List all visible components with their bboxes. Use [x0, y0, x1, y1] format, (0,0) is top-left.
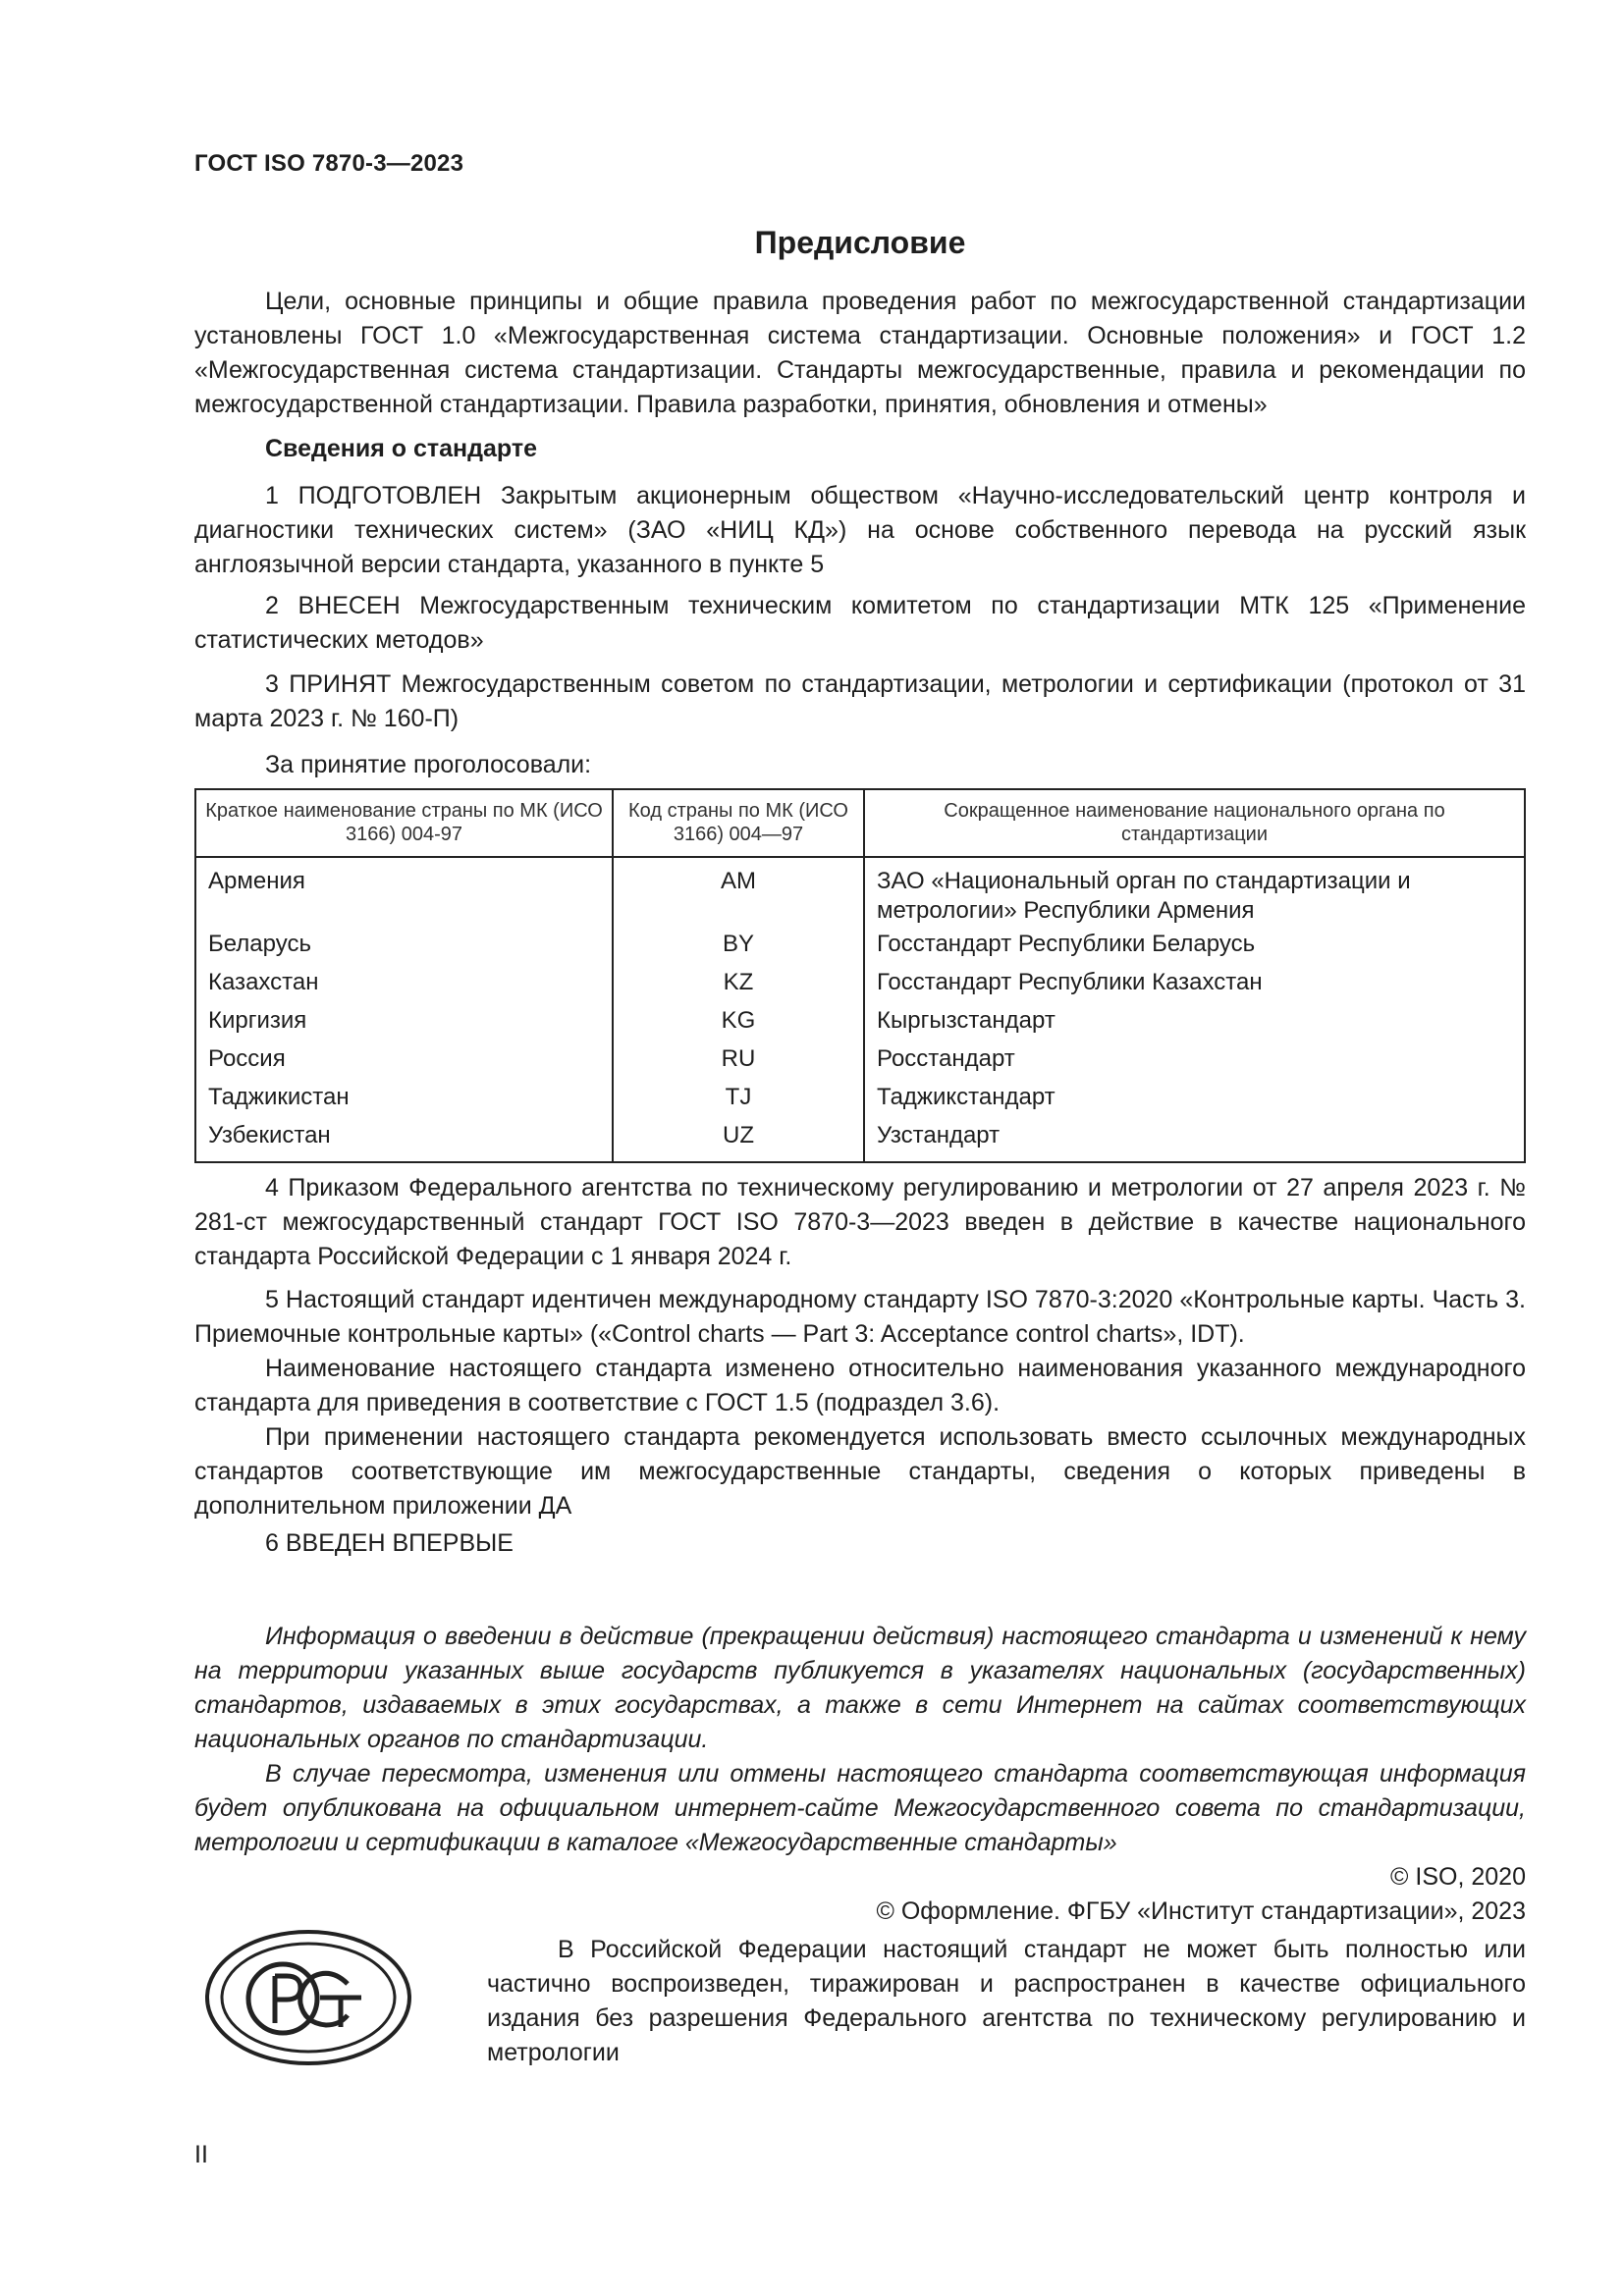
- body-cell: Росстандарт: [864, 1042, 1525, 1081]
- voting-table: [194, 788, 1526, 1163]
- copyright-notice: В Российской Федерации настоящий стандарт не может быть полностью или частично воспроизведен, тиражирован и распространен в качестве официального издания без разрешения Федерального агентства по техническому регулированию и метрологии: [487, 1936, 1526, 2066]
- table-row: [195, 928, 1525, 966]
- item-5-note-1: Наименование настоящего стандарта изменено относительно наименования указанного международного стандарта для приведения в соответствие с ГОСТ 1.5 (подраздел 3.6).: [194, 1355, 1526, 1416]
- header-country: Краткое наименование страны по МК (ИСО 3166) 004-97: [195, 789, 613, 857]
- intro-block: [194, 285, 1526, 422]
- info-heading-block: [194, 432, 1526, 466]
- item-4-block: [194, 1171, 1526, 1274]
- info-heading: Сведения о стандарте: [265, 435, 538, 462]
- intro-paragraph: Цели, основные принципы и общие правила проведения работ по межгосударственной стандартизации установлены ГОСТ 1.0 «Межгосударственная система стандартизации. Основные положения» и ГОСТ 1.2 «Межгосударственная система стандартизации. Стандарты межгосударственные, правила и рекомендации по межгосударственной стандартизации. Правила разработки, принятия, обновления и отмены»: [194, 288, 1526, 418]
- body-cell: Кыргызстандарт: [864, 1004, 1525, 1042]
- code-cell: BY: [613, 928, 864, 966]
- body-cell: Госстандарт Республики Беларусь: [864, 928, 1525, 966]
- country-cell: Россия: [195, 1042, 613, 1081]
- publication-info-1: Информация о введении в действие (прекращении действия) настоящего стандарта и изменений к нему на территории указанных выше государств публикуется в указателях национальных (государственных) стандартов, издаваемых в этих государствах, а также в сети Интернет на сайтах соответствующих национальных органов по стандартизации.: [194, 1623, 1526, 1753]
- vote-intro: За принятие проголосовали:: [265, 751, 592, 778]
- item-2-block: [194, 589, 1526, 658]
- item-1-block: [194, 479, 1526, 582]
- vote-intro-block: [194, 748, 1526, 782]
- code-cell: RU: [613, 1042, 864, 1081]
- code-cell: TJ: [613, 1081, 864, 1119]
- code-cell: KZ: [613, 966, 864, 1004]
- copyright-iso: © ISO, 2020: [1390, 1863, 1526, 1891]
- page-title: Предисловие: [754, 225, 966, 260]
- item-6-paragraph: 6 ВВЕДЕН ВПЕРВЫЕ: [265, 1529, 514, 1557]
- item-5-paragraph: 5 Настоящий стандарт идентичен международному стандарту ISO 7870-3:2020 «Контрольные карты. Часть 3. Приемочные контрольные карты» («Control charts — Part 3: Acceptance control charts», IDT).: [194, 1286, 1526, 1348]
- country-cell: Казахстан: [195, 966, 613, 1004]
- body-cell: Таджикстандарт: [864, 1081, 1525, 1119]
- item-5-note-2: При применении настоящего стандарта рекомендуется использовать вместо ссылочных международных стандартов соответствующие им межгосударственные стандарты, сведения о которых приведены в дополнительном приложении ДА: [194, 1423, 1526, 1520]
- country-cell: Таджикистан: [195, 1081, 613, 1119]
- item-1-paragraph: 1 ПОДГОТОВЛЕН Закрытым акционерным обществом «Научно-исследовательский центр контроля и диагностики технических систем» (ЗАО «НИЦ КД») на основе собственного перевода на русский язык англоязычной версии стандарта, указанного в пункте 5: [194, 482, 1526, 578]
- header-code: Код страны по МК (ИСО 3166) 004—97: [613, 789, 864, 857]
- country-cell: Беларусь: [195, 928, 613, 966]
- item-4-paragraph: 4 Приказом Федерального агентства по техническому регулированию и метрологии от 27 апреля 2023 г. № 281-ст межгосударственный стандарт ГОСТ ISO 7870-3—2023 введен в действие в качестве национального стандарта Российской Федерации с 1 января 2024 г.: [194, 1174, 1526, 1270]
- table-row: [195, 1004, 1525, 1042]
- publication-info-2: В случае пересмотра, изменения или отмены настоящего стандарта соответствующая информация будет опубликована на официальном интернет-сайте Межгосударственного совета по стандартизации, метрологии и сертификации в каталоге «Межгосударственные стандарты»: [194, 1760, 1526, 1856]
- item-2-paragraph: 2 ВНЕСЕН Межгосударственным техническим комитетом по стандартизации МТК 125 «Применение статистических методов»: [194, 592, 1526, 654]
- table-row: [195, 966, 1525, 1004]
- country-cell: Армения: [195, 857, 613, 928]
- rst-certification-logo-icon: [204, 1929, 412, 2066]
- table-row: [195, 1042, 1525, 1081]
- code-cell: UZ: [613, 1119, 864, 1162]
- body-cell: Госстандарт Республики Казахстан: [864, 966, 1525, 1004]
- document-id: ГОСТ ISO 7870-3—2023: [194, 150, 464, 177]
- code-cell: AM: [613, 857, 864, 928]
- table-row: [195, 1119, 1525, 1162]
- publication-info-block: [194, 1620, 1526, 1929]
- country-cell: Узбекистан: [195, 1119, 613, 1162]
- body-cell: ЗАО «Национальный орган по стандартизации и метрологии» Республики Армения: [864, 857, 1525, 928]
- table-header-row: [195, 789, 1525, 857]
- header-body: Сокращенное наименование национального органа по стандартизации: [864, 789, 1525, 857]
- table-row: [195, 857, 1525, 928]
- body-cell: Узстандарт: [864, 1119, 1525, 1162]
- item-3-paragraph: 3 ПРИНЯТ Межгосударственным советом по стандартизации, метрологии и сертификации (протокол от 31 марта 2023 г. № 160-П): [194, 670, 1526, 732]
- item-5-block: [194, 1283, 1526, 1523]
- item-3-block: [194, 667, 1526, 736]
- country-cell: Киргизия: [195, 1004, 613, 1042]
- copyright-design: © Оформление. ФГБУ «Институт стандартизации», 2023: [876, 1897, 1526, 1925]
- code-cell: KG: [613, 1004, 864, 1042]
- table-row: [195, 1081, 1525, 1119]
- page-number: II: [194, 2141, 208, 2168]
- item-6-block: [194, 1526, 1526, 1561]
